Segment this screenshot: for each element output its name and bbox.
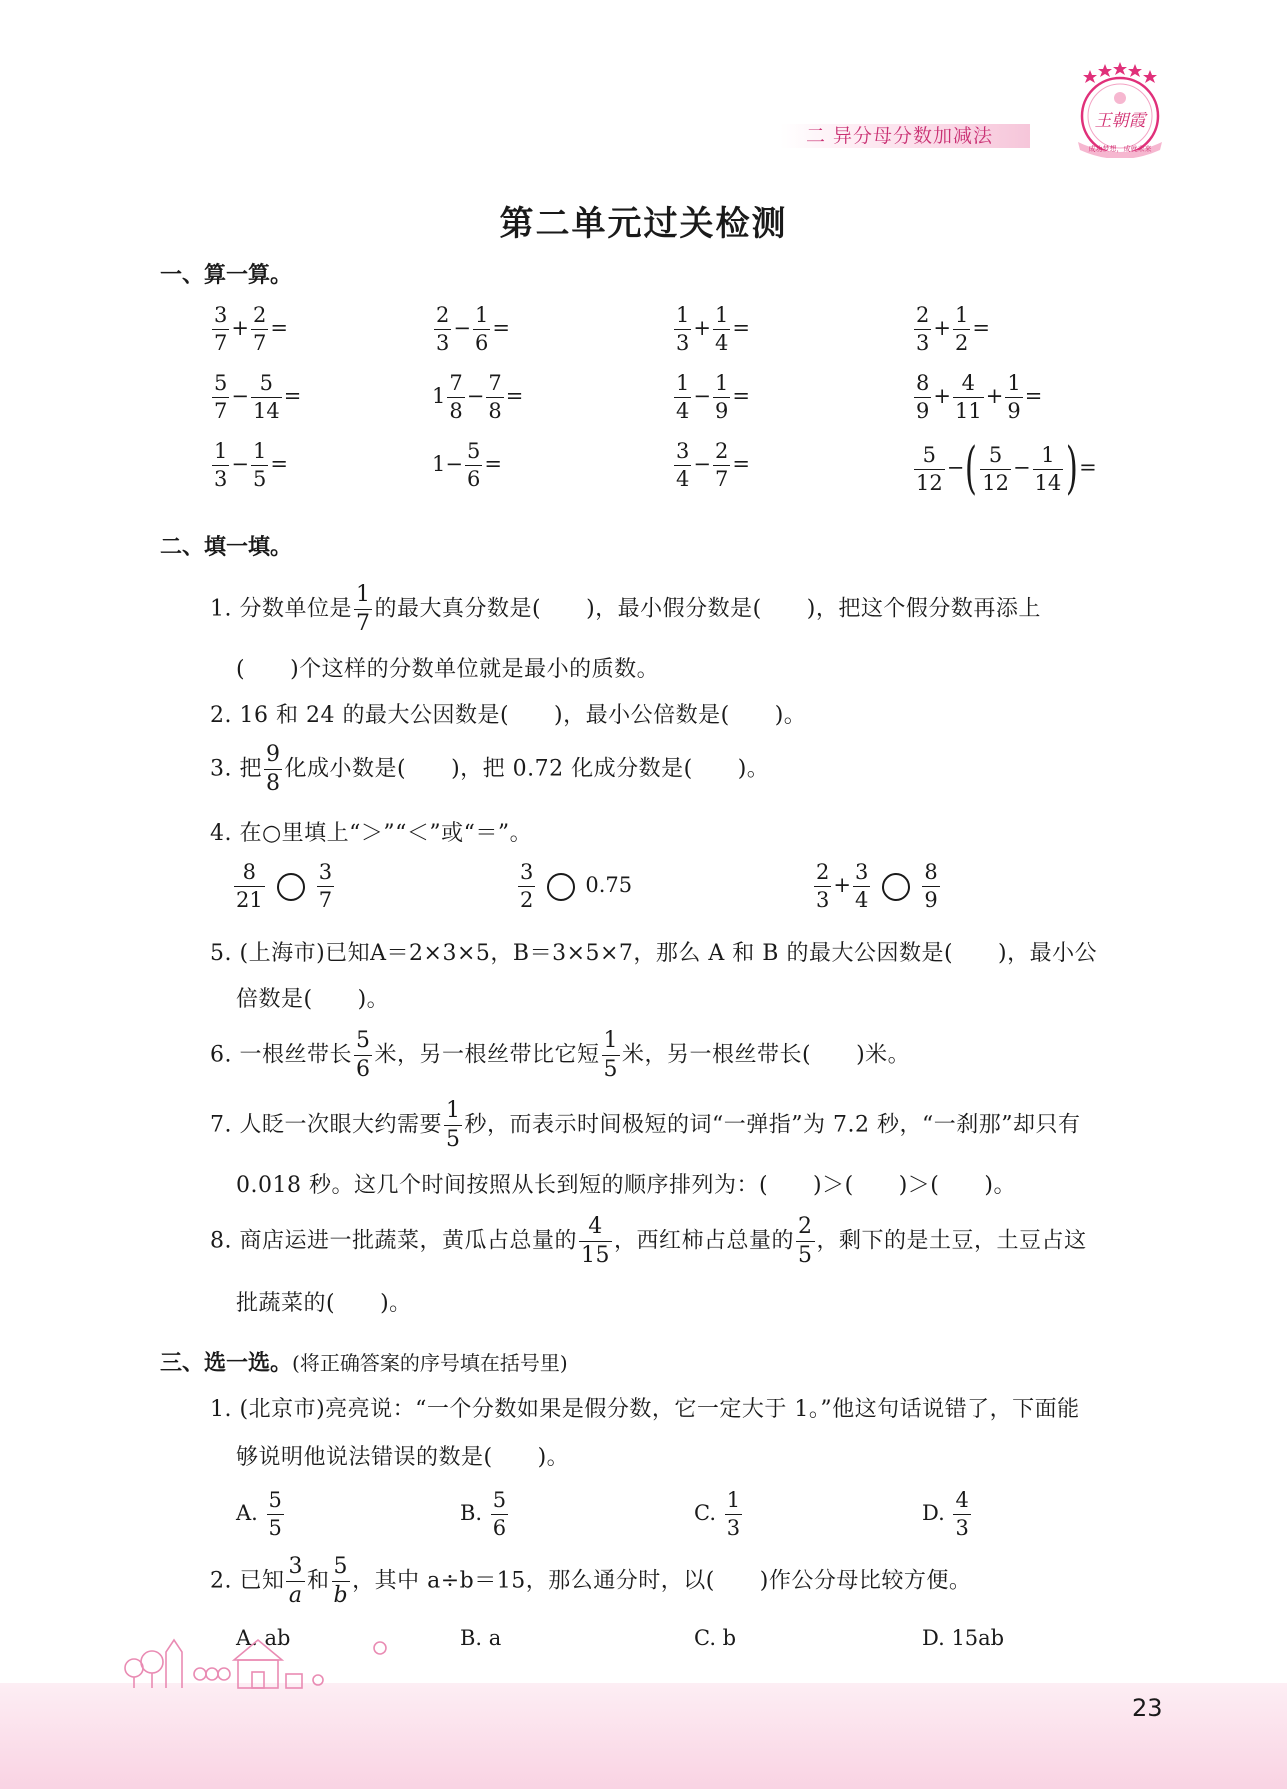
- calc-item: $\frac{1}{3}$ + $\frac{1}{4}$ =: [676, 303, 750, 355]
- fill-question-2: 2. 16 和 24 的最大公因数是( )，最小公倍数是( )。: [210, 703, 807, 728]
- choice-question-1: 1. (北京市)亮亮说：“一个分数如果是假分数，它一定大于 1。”他这句话说错了，下面能: [210, 1397, 1080, 1422]
- section-2-heading: 二、填一填。: [160, 535, 293, 560]
- compare-circle[interactable]: [277, 873, 305, 901]
- option-d[interactable]: D. 15ab: [922, 1626, 1005, 1650]
- fill-question-3: 3. 把 $\frac{9}{8}$ 化成小数是( )，把 0.72 化成分数是( )。: [210, 742, 770, 796]
- calc-item: $\frac{5}{12}$ −( $\frac{5}{12}$ − $\frac{1}{14}$ )=: [916, 436, 1097, 501]
- section-3-note: (将正确答案的序号填在括号里): [292, 1351, 568, 1375]
- calc-item: $\frac{8}{9}$ + $\frac{4}{11}$ + $\frac{1}{9}$ =: [916, 371, 1043, 423]
- fill-question-1: 1. 分数单位是 $\frac{1}{7}$ 的最大真分数是( )，最小假分数是( )，把这个假分数再添上: [210, 582, 1041, 636]
- calc-item: $\frac{5}{7}$ − $\frac{5}{14}$ =: [214, 371, 302, 423]
- calc-item: 1 $\frac{7}{8}$ − $\frac{7}{8}$ =: [432, 371, 524, 423]
- footer-decoration: [118, 1618, 438, 1690]
- calc-item: $\frac{2}{3}$ + $\frac{1}{2}$ =: [916, 303, 990, 355]
- fill-question-5: 5. (上海市)已知A＝2×3×5，B＝3×5×7，那么 A 和 B 的最大公因数是( )，最小公: [210, 941, 1098, 966]
- compare-item: $\frac{8}{21}$ $\frac{3}{7}$: [236, 860, 333, 912]
- calc-item: $\frac{2}{3}$ − $\frac{1}{6}$ =: [436, 303, 510, 355]
- option-a[interactable]: A. $\frac{5}{5}$: [236, 1488, 282, 1540]
- fill-question-7-cont: 0.018 秒。这几个时间按照从长到短的顺序排列为：( )＞( )＞( )。: [236, 1173, 1016, 1198]
- option-b[interactable]: B. a: [460, 1626, 502, 1650]
- page-number: 23: [1132, 1694, 1163, 1722]
- compare-circle[interactable]: [882, 873, 910, 901]
- fill-question-6: 6. 一根丝带长 $\frac{5}{6}$ 米，另一根丝带比它短 $\frac{1}{5}$ 米，另一根丝带长( )米。: [210, 1028, 911, 1082]
- fill-question-7: 7. 人眨一次眼大约需要 $\frac{1}{5}$ 秒，而表示时间极短的词“一弹指”为 7.2 秒，“一刹那”却只有: [210, 1098, 1081, 1152]
- compare-item: $\frac{2}{3}$ + $\frac{3}{4}$ $\frac{8}{9}$: [816, 860, 938, 912]
- section-1-heading: 一、算一算。: [160, 263, 293, 288]
- calc-item: $\frac{1}{4}$ − $\frac{1}{9}$ =: [676, 371, 750, 423]
- option-a[interactable]: A. ab: [236, 1626, 291, 1650]
- footer-band: [0, 1683, 1287, 1789]
- logo-name: 王朝霞: [1094, 111, 1146, 131]
- compare-circle[interactable]: [547, 873, 575, 901]
- calc-item: $\frac{1}{3}$ − $\frac{1}{5}$ =: [214, 439, 288, 491]
- calc-item: 1− $\frac{5}{6}$ =: [432, 439, 502, 491]
- fill-question-8-cont: 批蔬菜的( )。: [236, 1291, 412, 1316]
- option-c[interactable]: C. $\frac{1}{3}$: [694, 1488, 741, 1540]
- calc-item: $\frac{3}{4}$ − $\frac{2}{7}$ =: [676, 439, 750, 491]
- choice-question-1-cont: 够说明他说法错误的数是( )。: [236, 1445, 570, 1470]
- fill-question-5-cont: 倍数是( )。: [236, 987, 390, 1012]
- fill-question-4: 4. 在○里填上“＞”“＜”或“＝”。: [210, 821, 533, 846]
- logo-slogan: 成功梦想，成就未来: [1088, 145, 1152, 153]
- brand-logo: [1070, 58, 1170, 158]
- unit-label: 二 异分母分数加减法: [806, 125, 994, 147]
- compare-item: $\frac{3}{2}$ 0.75: [520, 860, 633, 912]
- fill-question-8: 8. 商店运进一批蔬菜，黄瓜占总量的 $\frac{4}{15}$ ，西红柿占总量的 $\frac{2}{5}$ ，剩下的是土豆，土豆占这: [210, 1214, 1087, 1268]
- option-d[interactable]: D. $\frac{4}{3}$: [922, 1488, 969, 1540]
- section-3-heading: 三、选一选。(将正确答案的序号填在括号里): [160, 1351, 568, 1376]
- page-title: 第二单元过关检测: [499, 204, 788, 244]
- option-b[interactable]: B. $\frac{5}{6}$: [460, 1488, 507, 1540]
- option-c[interactable]: C. b: [694, 1626, 737, 1650]
- choice-question-2: 2. 已知 $\frac{3}{a}$ 和 $\frac{5}{b}$ ，其中 a÷b＝15，那么通分时，以( )作公分母比较方便。: [210, 1554, 972, 1608]
- calc-item: $\frac{3}{7}$ + $\frac{2}{7}$ =: [214, 303, 288, 355]
- fill-question-1-cont: ( )个这样的分数单位就是最小的质数。: [236, 657, 660, 682]
